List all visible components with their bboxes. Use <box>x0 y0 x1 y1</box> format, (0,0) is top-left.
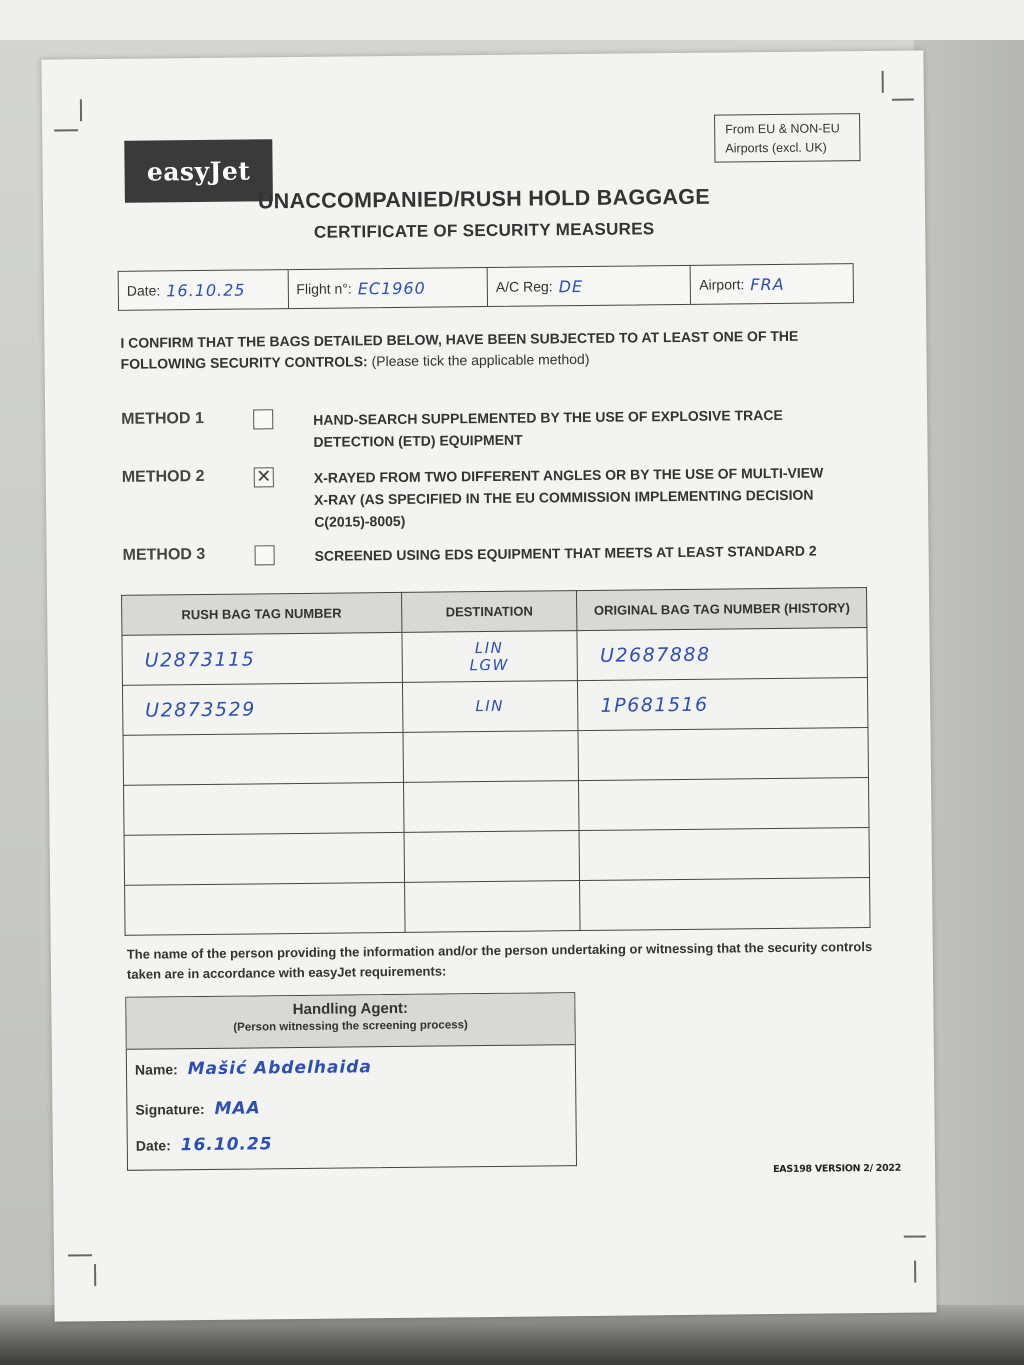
col-rush-tag: RUSH BAG TAG NUMBER <box>122 592 402 635</box>
agent-signature-label: Signature: <box>135 1101 205 1118</box>
corner-mark <box>94 1264 96 1286</box>
rush-tag-cell[interactable] <box>124 832 404 885</box>
table-row <box>124 828 869 886</box>
date-label: Date: <box>126 282 161 299</box>
corner-mark <box>892 99 914 101</box>
airport-value: FRA <box>750 274 785 294</box>
form-version: EAS198 VERSION 2/ 2022 <box>773 1162 902 1176</box>
corner-mark <box>882 71 884 93</box>
destination-cell[interactable] <box>403 731 579 783</box>
rush-tag-cell[interactable] <box>124 782 404 835</box>
original-tag-cell[interactable] <box>580 878 870 931</box>
agent-name-value: Mašić Abdelhaida <box>187 1057 373 1080</box>
agent-date-label: Date: <box>135 1137 171 1154</box>
agent-name-label: Name: <box>134 1061 178 1078</box>
method-3-row <box>122 539 863 564</box>
airport-cell[interactable] <box>691 264 853 304</box>
date-value: 16.10.25 <box>166 280 246 300</box>
flight-value: EC1960 <box>357 278 426 298</box>
corner-mark <box>80 99 82 121</box>
original-tag-cell[interactable]: U2687888 <box>577 628 867 681</box>
airport-label: Airport: <box>699 276 745 293</box>
corner-mark <box>54 129 78 131</box>
method-2-description: X-RAYED FROM TWO DIFFERENT ANGLES OR BY THE USE OF MULTI-VIEW X-RAY (AS SPECIFIED IN THE EU COMMISSION IMPLEMENTING DECISION C(2015)-8005) <box>313 464 824 530</box>
table-row <box>122 678 867 736</box>
rush-tag-cell[interactable]: U2873529 <box>122 682 402 735</box>
reg-value: DE <box>558 276 584 296</box>
certificate-sheet <box>41 50 936 1321</box>
table-row <box>122 628 867 686</box>
original-tag-cell[interactable] <box>579 778 869 831</box>
confirmation-note: (Please tick the applicable method) <box>371 350 590 370</box>
table-row <box>123 728 868 786</box>
method-3-label: METHOD 3 <box>122 545 206 564</box>
destination-line: LGW <box>469 655 510 674</box>
handling-agent-header <box>126 993 575 1050</box>
rush-tag-cell[interactable] <box>125 882 405 935</box>
table-row <box>124 778 869 836</box>
bag-table <box>121 587 871 936</box>
destination-line: LIN <box>474 638 504 657</box>
method-2-checkbox[interactable]: ✕ <box>254 467 274 487</box>
easyjet-logo: easyJet <box>124 139 273 203</box>
handling-agent-title: Handling Agent: <box>292 999 409 1019</box>
method-2-label: METHOD 2 <box>121 467 205 486</box>
agent-name-field[interactable] <box>135 1057 372 1079</box>
page-title: UNACCOMPANIED/RUSH HOLD BAGGAGE <box>257 184 711 214</box>
corner-mark <box>914 1261 916 1283</box>
flight-details-row <box>118 263 854 311</box>
col-destination: DESTINATION <box>401 591 577 633</box>
method-1-label: METHOD 1 <box>121 409 204 428</box>
page-subtitle: CERTIFICATE OF SECURITY MEASURES <box>313 219 655 242</box>
reg-label: A/C Reg: <box>495 278 553 295</box>
rush-tag-cell[interactable]: U2873115 <box>122 632 402 685</box>
scope-box <box>714 113 860 163</box>
agent-signature-value: MAA <box>214 1098 261 1119</box>
declaration-note: The name of the person providing the information and/or the person undertaking or witnessing that the security controls taken are in accordance with easyJet requirements: <box>126 939 873 982</box>
method-2-row <box>121 461 862 530</box>
corner-mark <box>904 1235 926 1237</box>
destination-cell[interactable] <box>403 781 579 833</box>
rush-tag-cell[interactable] <box>123 732 403 785</box>
original-tag-cell[interactable]: 1P681516 <box>578 678 868 731</box>
destination-cell[interactable] <box>402 631 578 683</box>
agent-date-field[interactable] <box>136 1134 273 1155</box>
table-row <box>125 878 870 936</box>
destination-cell[interactable] <box>404 881 580 933</box>
corner-mark <box>68 1254 92 1256</box>
destination-cell[interactable] <box>404 831 580 883</box>
handling-agent-box <box>125 992 577 1171</box>
scope-line-1: From EU & NON-EU <box>725 121 840 137</box>
background-top <box>0 0 1024 40</box>
confirmation-text: I CONFIRM THAT THE BAGS DETAILED BELOW, HAVE BEEN SUBJECTED TO AT LEAST ONE OF THE FOLLOWING SECURITY CONTROLS: <box>120 327 799 372</box>
method-3-description: SCREENED USING EDS EQUIPMENT THAT MEETS AT LEAST STANDARD 2 <box>314 542 817 564</box>
destination-line: LIN <box>475 696 505 716</box>
confirmation-statement <box>120 325 860 375</box>
method-1-checkbox[interactable] <box>253 409 273 429</box>
method-1-row <box>121 403 861 450</box>
flight-label: Flight n°: <box>296 280 352 297</box>
scope-line-2: Airports (excl. UK) <box>725 140 827 156</box>
original-tag-cell[interactable] <box>579 828 869 881</box>
handling-agent-subtitle: (Person witnessing the screening process) <box>233 1019 468 1034</box>
date-cell[interactable] <box>119 270 289 310</box>
agent-date-value: 16.10.25 <box>180 1134 273 1156</box>
method-1-description: HAND-SEARCH SUPPLEMENTED BY THE USE OF EXPLOSIVE TRACE DETECTION (ETD) EQUIPMENT <box>313 406 783 450</box>
col-original-tag: ORIGINAL BAG TAG NUMBER (HISTORY) <box>577 588 867 631</box>
original-tag-cell[interactable] <box>578 728 868 781</box>
destination-cell[interactable] <box>402 681 578 733</box>
agent-signature-field[interactable] <box>135 1098 261 1119</box>
reg-cell[interactable] <box>488 266 692 306</box>
method-3-checkbox[interactable] <box>255 545 275 565</box>
flight-cell[interactable] <box>288 268 488 308</box>
